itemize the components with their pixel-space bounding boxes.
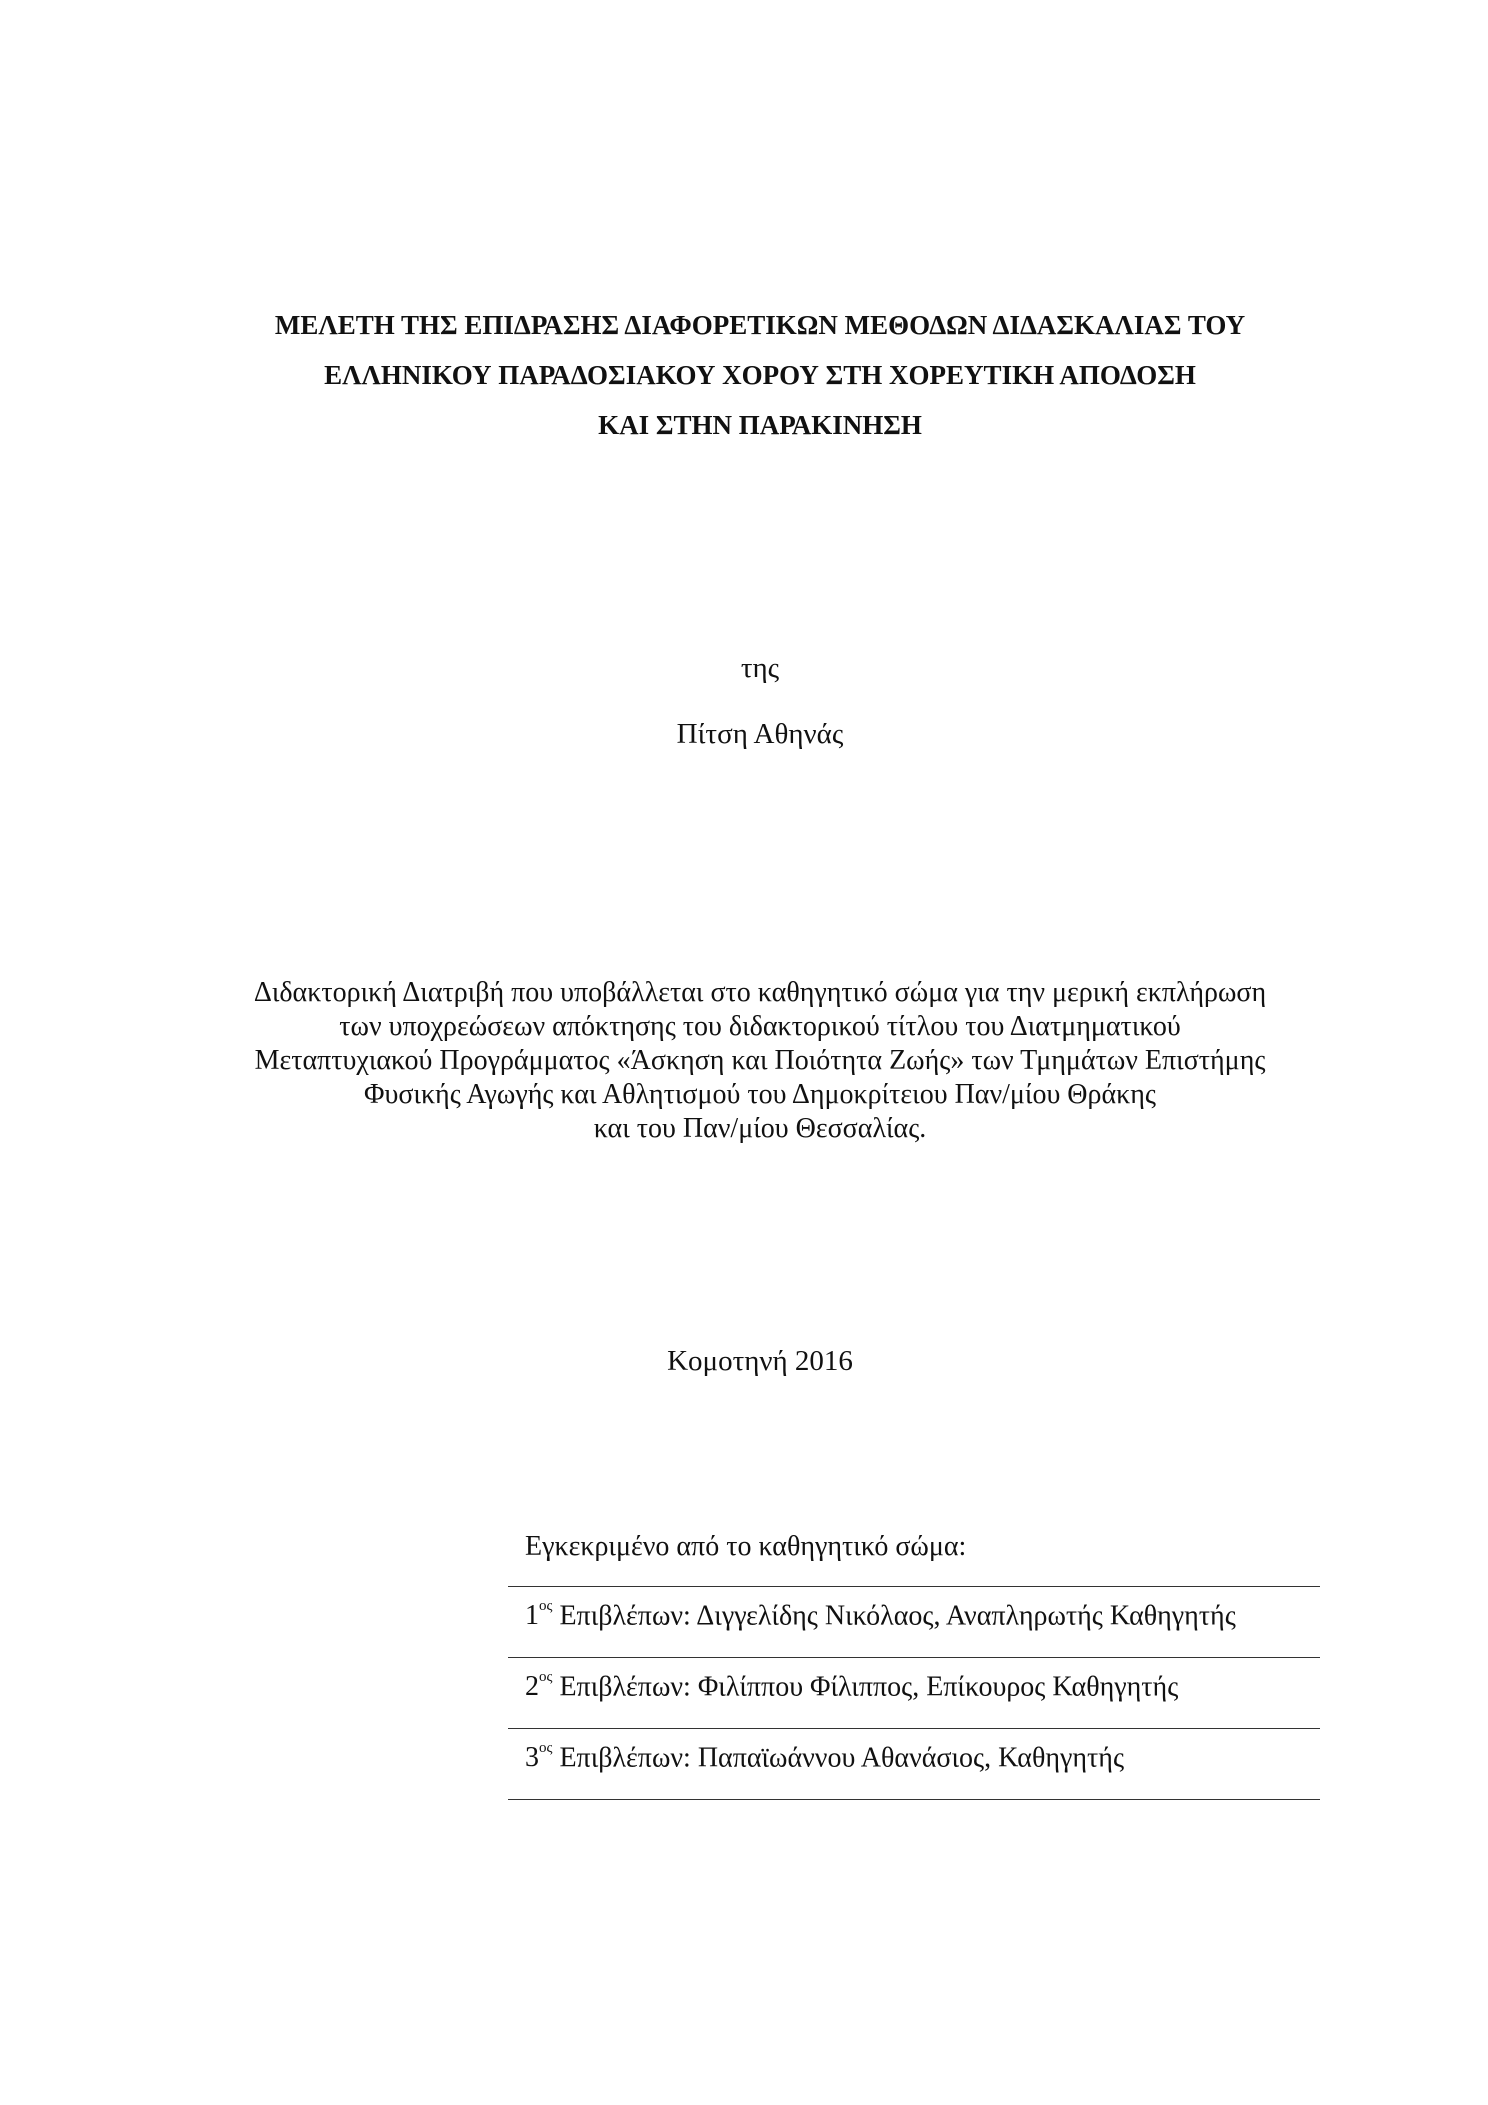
- title-line: ΚΑΙ ΣΤΗΝ ΠΑΡΑΚΙΝΗΣΗ: [598, 410, 922, 440]
- thesis-title: [180, 300, 1340, 450]
- member-name: Φιλίππου Φίλιππος, Επίκουρος Καθηγητής: [697, 1671, 1179, 1703]
- submission-line: των υποχρεώσεων απόκτησης του διδακτορικού τίτλου του Διατμηματικού: [339, 1011, 1181, 1042]
- member-ordinal: $2^{o\varsigma}$: [525, 1669, 553, 1703]
- committee-member: [508, 1587, 1320, 1657]
- submission-statement: [180, 976, 1340, 1146]
- committee-member-text: [525, 1664, 1178, 1704]
- submission-line: και του Παν/μίου Θεσσαλίας.: [593, 1113, 927, 1144]
- member-ordinal: $3^{o\varsigma}$: [525, 1740, 553, 1774]
- title-line: ΜΕΛΕΤΗ ΤΗΣ ΕΠΙΔΡΑΣΗΣ ΔΙΑΦΟΡΕΤΙΚΩΝ ΜΕΘΟΔΩΝ ΔΙΔΑΣΚΑΛΙΑΣ ΤΟΥ: [274, 310, 1246, 340]
- member-role: Επιβλέπων:: [559, 1742, 691, 1774]
- title-line: ΕΛΛΗΝΙΚΟΥ ΠΑΡΑΔΟΣΙΑΚΟΥ ΧΟΡΟΥ ΣΤΗ ΧΟΡΕΥΤΙΚΗ ΑΠΟΔΟΣΗ: [324, 360, 1196, 390]
- member-name: Διγγελίδης Νικόλαος, Αναπληρωτής Καθηγητής: [696, 1600, 1236, 1632]
- member-name: Παπαϊωάννου Αθανάσιος, Καθηγητής: [697, 1742, 1125, 1774]
- submission-line: Διδακτορική Διατριβή που υποβάλλεται στο καθηγητικό σώμα για την μερική εκπλήρωση: [253, 977, 1267, 1008]
- committee-member-text: [525, 1735, 1124, 1775]
- place-and-year: Κομοτηνή 2016: [667, 1345, 853, 1377]
- member-ordinal: $1^{o\varsigma}$: [525, 1598, 553, 1632]
- member-role: Επιβλέπων:: [559, 1671, 691, 1703]
- approval-committee: [508, 1530, 1320, 1800]
- committee-member: [508, 1658, 1320, 1728]
- committee-member-text: [525, 1593, 1236, 1633]
- committee-heading: Εγκεκριμένο από το καθηγητικό σώμα:: [525, 1531, 967, 1562]
- submission-line: Μεταπτυχιακού Προγράμματος «Άσκηση και Ποιότητα Ζωής» των Τμημάτων Επιστήμης: [254, 1045, 1266, 1076]
- committee-member: [508, 1729, 1320, 1799]
- signature-line: [508, 1799, 1320, 1800]
- submission-line: Φυσικής Αγωγής και Αθλητισμού του Δημοκρίτειου Παν/μίου Θράκης: [363, 1079, 1157, 1110]
- member-role: Επιβλέπων:: [559, 1600, 691, 1632]
- author-by-label: της: [740, 652, 780, 684]
- author-name: Πίτση Αθηνάς: [676, 718, 844, 750]
